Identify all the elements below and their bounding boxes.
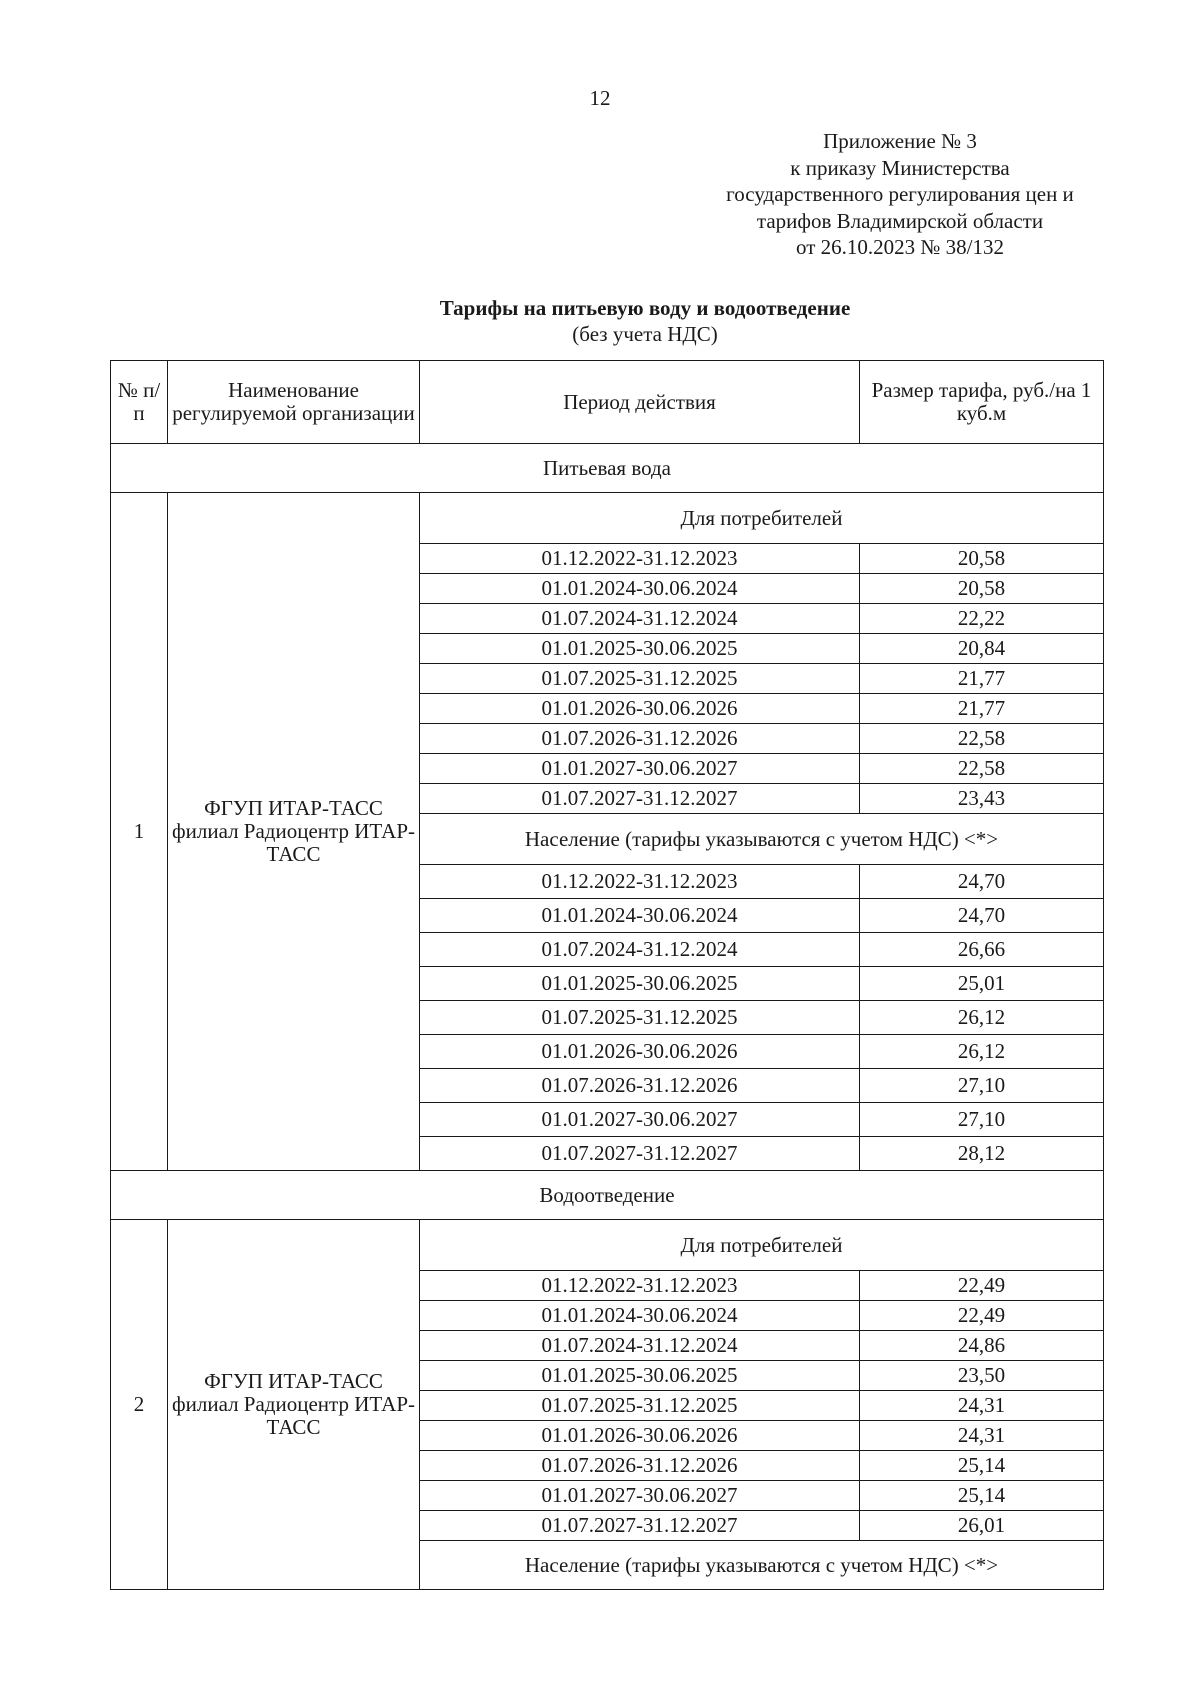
period-cell: 01.07.2026-31.12.2026 (420, 1069, 860, 1103)
rate-cell: 23,43 (860, 784, 1104, 814)
page-number: 12 (589, 86, 611, 110)
rate-cell: 22,58 (860, 724, 1104, 754)
rate-cell: 22,49 (860, 1271, 1104, 1301)
rate-cell: 22,49 (860, 1301, 1104, 1331)
row-number: 1 (111, 493, 168, 1171)
rate-cell: 25,14 (860, 1481, 1104, 1511)
appendix-line: от 26.10.2023 № 38/132 (795, 235, 1005, 259)
rate-cell: 24,31 (860, 1421, 1104, 1451)
row-number: 2 (111, 1220, 168, 1590)
document-subtitle: (без учета НДС) (572, 322, 718, 346)
period-cell: 01.01.2026-30.06.2026 (420, 1035, 860, 1069)
rate-cell: 25,14 (860, 1451, 1104, 1481)
period-cell: 01.07.2025-31.12.2025 (420, 1391, 860, 1421)
document-title: Тарифы на питьевую воду и водоотведение (439, 296, 851, 320)
subgroup-row (111, 493, 1104, 544)
rate-cell: 26,66 (860, 933, 1104, 967)
rate-cell: 24,86 (860, 1331, 1104, 1361)
rate-cell: 20,58 (860, 544, 1104, 574)
rate-cell: 20,58 (860, 574, 1104, 604)
rate-cell: 24,31 (860, 1391, 1104, 1421)
period-cell: 01.07.2024-31.12.2024 (420, 604, 860, 634)
subgroup-title: Население (тарифы указываются с учетом НДС) <*> (420, 1541, 1104, 1590)
period-cell: 01.01.2025-30.06.2025 (420, 634, 860, 664)
period-cell: 01.07.2024-31.12.2024 (420, 933, 860, 967)
tariff-table (110, 360, 1104, 1590)
header-period: Период действия (420, 361, 860, 444)
period-cell: 01.12.2022-31.12.2023 (420, 865, 860, 899)
section-title-row (111, 444, 1104, 493)
rate-cell: 23,50 (860, 1361, 1104, 1391)
appendix-line: Приложение № 3 (823, 129, 977, 153)
rate-cell: 20,84 (860, 634, 1104, 664)
period-cell: 01.07.2027-31.12.2027 (420, 1511, 860, 1541)
rate-cell: 28,12 (860, 1137, 1104, 1171)
appendix-header (660, 128, 1140, 261)
subgroup-title: Население (тарифы указываются с учетом НДС) <*> (420, 814, 1104, 865)
period-cell: 01.01.2024-30.06.2024 (420, 574, 860, 604)
period-cell: 01.01.2027-30.06.2027 (420, 1103, 860, 1137)
rate-cell: 21,77 (860, 694, 1104, 724)
rate-cell: 24,70 (860, 899, 1104, 933)
period-cell: 01.07.2027-31.12.2027 (420, 784, 860, 814)
period-cell: 01.01.2027-30.06.2027 (420, 1481, 860, 1511)
period-cell: 01.01.2025-30.06.2025 (420, 967, 860, 1001)
period-cell: 01.01.2025-30.06.2025 (420, 1361, 860, 1391)
period-cell: 01.12.2022-31.12.2023 (420, 1271, 860, 1301)
appendix-line: государственного регулирования цен и (726, 182, 1074, 206)
period-cell: 01.01.2026-30.06.2026 (420, 694, 860, 724)
rate-cell: 26,12 (860, 1035, 1104, 1069)
rate-cell: 27,10 (860, 1069, 1104, 1103)
rate-cell: 26,12 (860, 1001, 1104, 1035)
subgroup-title: Для потребителей (420, 1220, 1104, 1271)
header-organization: Наименование регулируемой организации (168, 361, 420, 444)
appendix-line: к приказу Министерства (790, 155, 1010, 180)
period-cell: 01.01.2027-30.06.2027 (420, 754, 860, 784)
period-cell: 01.07.2025-31.12.2025 (420, 664, 860, 694)
period-cell: 01.07.2026-31.12.2026 (420, 1451, 860, 1481)
header-rate: Размер тарифа, руб./на 1 куб.м (860, 361, 1104, 444)
section-title: Водоотведение (111, 1171, 1104, 1220)
rate-cell: 22,22 (860, 604, 1104, 634)
rate-cell: 25,01 (860, 967, 1104, 1001)
header-num: № п/п (111, 361, 168, 444)
subgroup-title: Для потребителей (420, 493, 1104, 544)
rate-cell: 22,58 (860, 754, 1104, 784)
rate-cell: 27,10 (860, 1103, 1104, 1137)
period-cell: 01.07.2027-31.12.2027 (420, 1137, 860, 1171)
period-cell: 01.01.2024-30.06.2024 (420, 899, 860, 933)
period-cell: 01.07.2025-31.12.2025 (420, 1001, 860, 1035)
period-cell: 01.01.2024-30.06.2024 (420, 1301, 860, 1331)
table-header-row (111, 361, 1104, 444)
organization-name: ФГУП ИТАР-ТАСС филиал Радиоцентр ИТАР-ТАСС (168, 493, 420, 1171)
period-cell: 01.12.2022-31.12.2023 (420, 544, 860, 574)
section-title: Питьевая вода (111, 444, 1104, 493)
section-title-row (111, 1171, 1104, 1220)
subgroup-row (111, 1220, 1104, 1271)
appendix-line: тарифов Владимирской области (756, 208, 1044, 233)
organization-name: ФГУП ИТАР-ТАСС филиал Радиоцентр ИТАР-ТАСС (168, 1220, 420, 1590)
rate-cell: 24,70 (860, 865, 1104, 899)
rate-cell: 26,01 (860, 1511, 1104, 1541)
rate-cell: 21,77 (860, 664, 1104, 694)
period-cell: 01.07.2024-31.12.2024 (420, 1331, 860, 1361)
period-cell: 01.01.2026-30.06.2026 (420, 1421, 860, 1451)
period-cell: 01.07.2026-31.12.2026 (420, 724, 860, 754)
